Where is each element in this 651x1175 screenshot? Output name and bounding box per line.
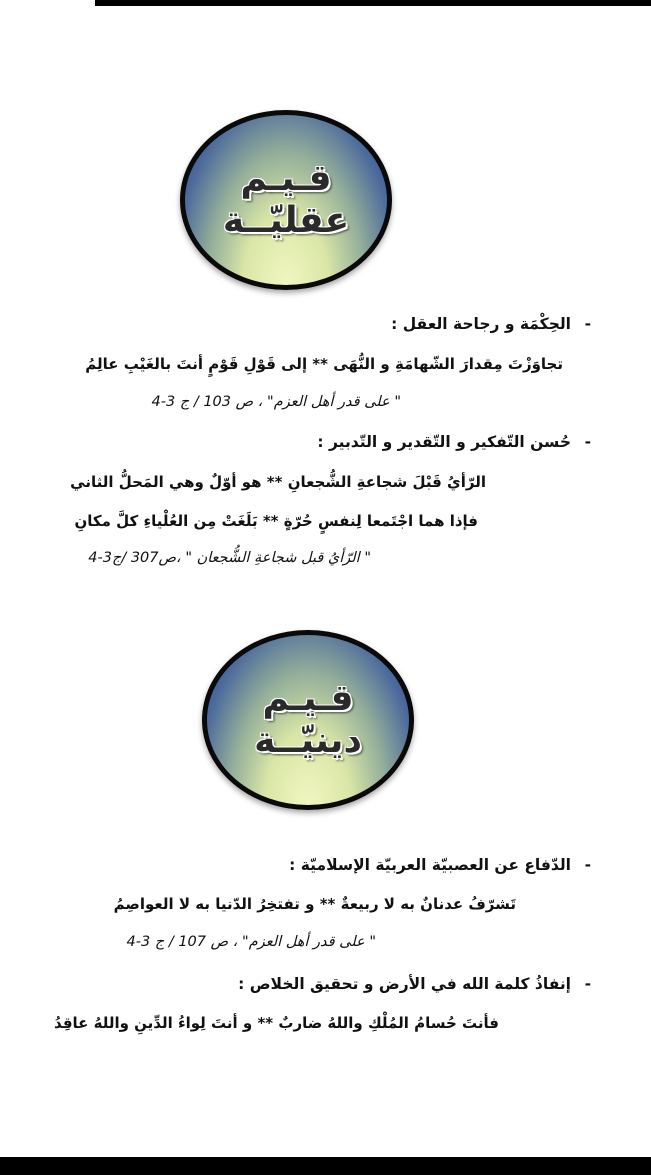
badge-word-top: قـيـم xyxy=(240,158,332,199)
heading-text: الدّفاع عن العصبيّة العربيّة الإسلاميّة : xyxy=(289,856,571,874)
bottom-border-bar xyxy=(0,1157,651,1175)
heading-text: إنفاذُ كلمة الله في الأرض و تحقيق الخلاص : xyxy=(238,975,571,993)
bullet-dash: - xyxy=(584,315,591,333)
badge-word-bottom: دينيّــة xyxy=(254,720,362,761)
verse-line: تَشرّفُ عدنانٌ به لا ربيعةٌ ** و تفتخِرُ الدّنيا به لا العواصِمُ xyxy=(113,895,516,913)
section-badge-mental-values xyxy=(180,110,392,290)
heading-text: حُسن التّفكير و التّقدير و التّدبير : xyxy=(317,433,571,451)
citation: " الرّأيُ قبل شجاعةِ الشُّجعان " ،ص307 /ج3-4 xyxy=(88,550,371,566)
heading-wisdom xyxy=(391,315,591,333)
badge-word-bottom: عقليّــة xyxy=(222,200,350,241)
top-border-bar xyxy=(95,0,651,6)
section-badge-religious-values xyxy=(202,630,414,810)
verse-line: فإذا هما اجْتَمعا لِنفسٍ حُرّةٍ ** بَلَغَتْ مِن العُلْياءِ كلَّ مكانِ xyxy=(74,512,478,530)
heading-defense xyxy=(289,856,591,874)
citation: " على قدر أهل العزم" ، ص 103 / ج 3-4 xyxy=(151,394,401,410)
bullet-dash: - xyxy=(584,433,591,451)
bullet-dash: - xyxy=(584,856,591,874)
badge-word-top: قـيـم xyxy=(262,678,354,719)
heading-word-of-god xyxy=(238,975,591,993)
verse-line: فأنتَ حُسامُ المُلْكِ واللهُ ضاربٌ ** و أنتَ لِواءُ الدِّينِ واللهُ عاقِدُ xyxy=(54,1014,499,1032)
citation: " على قدر أهل العزم" ، ص 107 / ج 3-4 xyxy=(126,934,376,950)
verse-line: الرّأيُ قَبْلَ شجاعةِ الشُّجعانِ ** هو أوّلٌ وهي المَحلُّ الثاني xyxy=(70,473,486,491)
verse-line: تجاوَزْتَ مِقدارَ الشّهامَةِ و النُّهَى ** إلى قَوْلِ قَوْمٍ أنتَ بالغَيْبِ عالِمُ xyxy=(85,355,563,373)
heading-thinking xyxy=(317,433,591,451)
heading-text: الحِكْمَة و رجاحة العقل : xyxy=(391,315,571,333)
bullet-dash: - xyxy=(584,975,591,993)
